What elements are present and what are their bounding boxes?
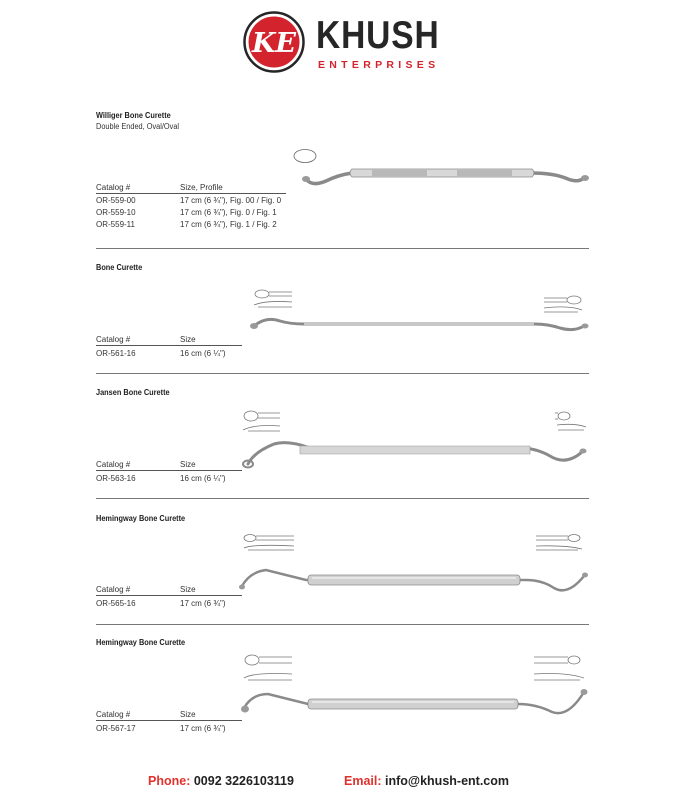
catalog-number: OR-565-16 [96, 599, 136, 608]
email-label: Email: [344, 774, 382, 788]
oval-profile-icon [294, 150, 316, 163]
section-title: Bone Curette [96, 263, 143, 272]
catalog-number: OR-563-16 [96, 474, 136, 483]
header-size: Size [180, 335, 196, 344]
phone-number[interactable]: 0092 3226103119 [193, 774, 294, 788]
curette-instrument-icon [238, 650, 594, 720]
header-size: Size [180, 710, 196, 719]
curette-instrument-icon [292, 147, 592, 193]
catalog-number: OR-561-16 [96, 349, 136, 358]
tip-profile-icon [254, 290, 582, 312]
curette-instrument-icon [240, 406, 594, 472]
tip-profile-icon [244, 655, 584, 680]
size-value: 17 cm (6 ¾"), Fig. 0 / Fig. 1 [180, 208, 277, 217]
header-catalog: Catalog # [96, 585, 131, 594]
header-size: Size [180, 585, 196, 594]
header-size: Size, Profile [180, 183, 223, 192]
header-underline [96, 345, 242, 346]
size-value: 17 cm (6 ¾"), Fig. 00 / Fig. 0 [180, 196, 282, 205]
size-value: 16 cm (6 ¼") [180, 474, 226, 483]
email-contact [344, 774, 509, 788]
size-value: 17 cm (6 ¾") [180, 724, 226, 733]
header-catalog: Catalog # [96, 710, 131, 719]
header-underline [96, 595, 242, 596]
section-divider [96, 624, 589, 625]
header-underline [96, 720, 242, 721]
section-title: Hemingway Bone Curette [96, 638, 186, 647]
catalog-number: OR-559-10 [96, 208, 136, 217]
catalog-number: OR-559-00 [96, 196, 136, 205]
size-value: 17 cm (6 ¾") [180, 599, 226, 608]
brand-logo [240, 10, 455, 78]
size-value: 16 cm (6 ¼") [180, 349, 226, 358]
tip-profile-icon [243, 411, 586, 431]
catalog-number: OR-559-11 [96, 220, 135, 229]
section-subtitle: Double Ended, Oval/Oval [96, 122, 180, 131]
curette-instrument-icon [244, 286, 594, 336]
section-divider [96, 498, 589, 499]
size-value: 17 cm (6 ¾"), Fig. 1 / Fig. 2 [180, 220, 277, 229]
curette-instrument-icon [236, 532, 594, 602]
catalog-number: OR-567-17 [96, 724, 136, 733]
logo-monogram: KE [251, 28, 297, 59]
phone-contact [148, 774, 294, 788]
contact-footer [0, 774, 689, 790]
tip-profile-icon [244, 535, 582, 551]
ke-monogram-icon [243, 11, 305, 73]
section-title: Hemingway Bone Curette [96, 514, 186, 523]
brand-name: KHUSH [316, 14, 440, 57]
header-catalog: Catalog # [96, 335, 131, 344]
section-title: Williger Bone Curette [96, 111, 171, 120]
header-underline [96, 470, 242, 471]
brand-tagline: ENTERPRISES [318, 59, 440, 71]
header-size: Size [180, 460, 196, 469]
section-title: Jansen Bone Curette [96, 388, 170, 397]
header-underline [96, 193, 286, 194]
header-catalog: Catalog # [96, 183, 131, 192]
phone-label: Phone: [148, 774, 191, 788]
section-divider [96, 248, 589, 249]
email-address[interactable]: info@khush-ent.com [385, 774, 509, 788]
header-catalog: Catalog # [96, 460, 131, 469]
section-divider [96, 373, 589, 374]
